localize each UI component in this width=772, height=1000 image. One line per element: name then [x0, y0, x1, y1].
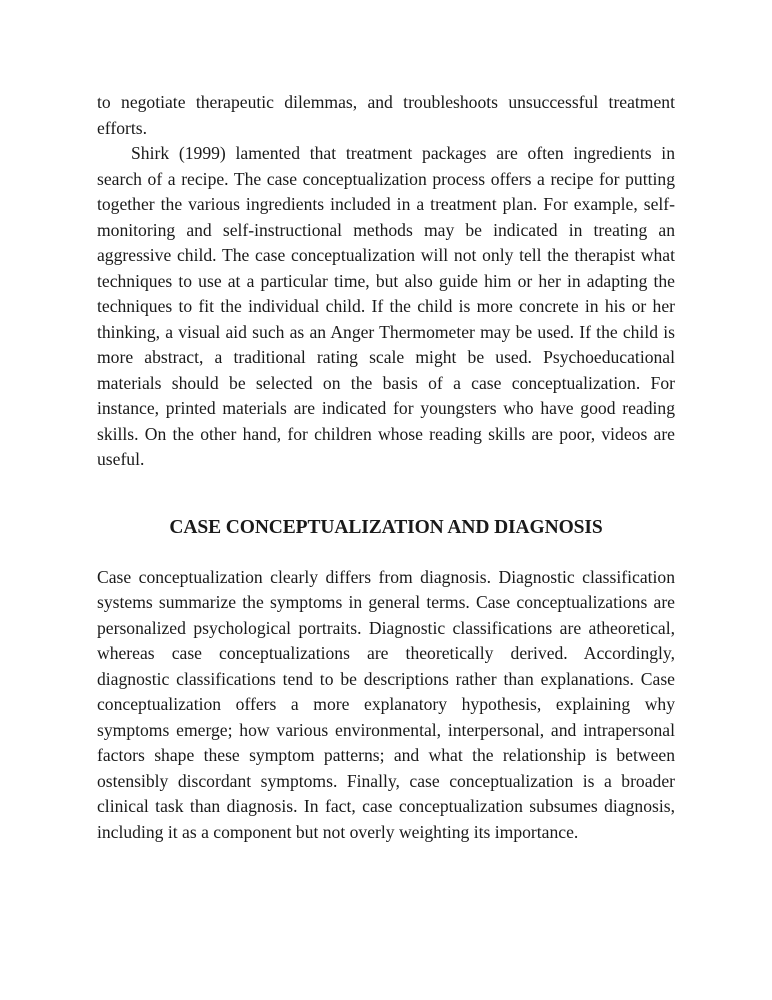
document-page	[97, 90, 675, 845]
section-heading: CASE CONCEPTUALIZATION AND DIAGNOSIS	[169, 516, 603, 538]
paragraph-diagnosis: Case conceptualization clearly differs from diagnosis. Diagnostic classification systems summarize the symptoms in general terms. Case conceptualizations are personalized psychological portraits. Diagnostic classifications are atheoretical, whereas case conceptualizations are theoretically derived. Accordingly, diagnostic classifications tend to be descriptions rather than explanations. Case conceptualization offers a more explanatory hypothesis, explaining why symptoms emerge; how various environmental, interpersonal, and intrapersonal factors shape these symptom patterns; and what the relationship is between ostensibly discordant symptoms. Finally, case conceptualization is a broader clinical task than diagnosis. In fact, case conceptualization subsumes diagnosis, including it as a component but not overly weighting its importance.	[97, 566, 675, 842]
paragraph-continuation: to negotiate therapeutic dilemmas, and troubleshoots unsuccessful treatment efforts.	[97, 92, 675, 138]
paragraph-shirk: Shirk (1999) lamented that treatment packages are often ingredients in search of a recipe. The case conceptualization process offers a recipe for putting together the various ingredients included in a treatment plan. For example, self-monitoring and self-instructional methods may be indicated in treating an aggressive child. The case conceptualization will not only tell the therapist what techniques to use at a particular time, but also guide him or her in adapting the techniques to fit the individual child. If the child is more concrete in his or her thinking, a visual aid such as an Anger Thermometer may be used. If the child is more abstract, a traditional rating scale might be used. Psychoeducational materials should be selected on the basis of a case conceptualization. For instance, printed materials are indicated for youngsters who have good reading skills. On the other hand, for children whose reading skills are poor, videos are useful.	[97, 143, 675, 469]
